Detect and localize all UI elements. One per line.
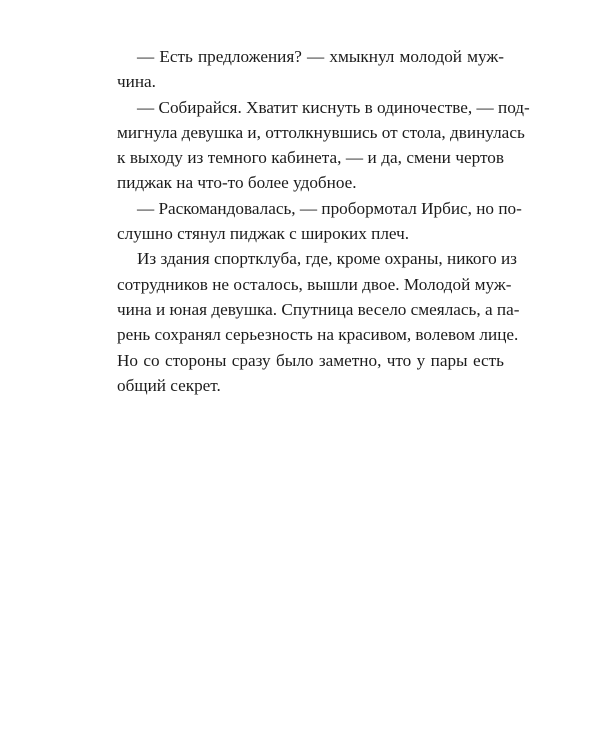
paragraph [117, 44, 504, 95]
text-line: рень сохранял серьезность на красивом, волевом лице. [117, 325, 519, 345]
text-line: Но со стороны сразу было заметно, что у пары есть [117, 350, 504, 370]
text-line: слушно стянул пиджак с широких плеч. [117, 224, 410, 244]
text-line: — Есть предложения? — хмыкнул молодой муж- [137, 47, 504, 66]
text-line: — Собирайся. Хватит киснуть в одиночестве, — под- [137, 97, 530, 117]
paragraph [117, 196, 522, 247]
paragraph [117, 246, 520, 398]
page-body-text [117, 44, 530, 398]
paragraph [117, 95, 530, 196]
text-line: к выходу из темного кабинета, — и да, смени чертов [117, 148, 504, 168]
text-line: — Раскомандовалась, — пробормотал Ирбис, но по- [137, 198, 522, 218]
text-line: общий секрет. [117, 375, 221, 395]
text-line: чина. [117, 72, 156, 92]
text-line: пиджак на что-то более удобное. [117, 173, 357, 193]
text-line: чина и юная девушка. Спутница весело смеялась, а па- [117, 299, 520, 319]
text-line: Из здания спортклуба, где, кроме охраны, никого из [137, 249, 517, 269]
text-line: сотрудников не осталось, вышли двое. Молодой муж- [117, 274, 512, 294]
text-line: мигнула девушка и, оттолкнувшись от стола, двинулась [117, 122, 525, 142]
